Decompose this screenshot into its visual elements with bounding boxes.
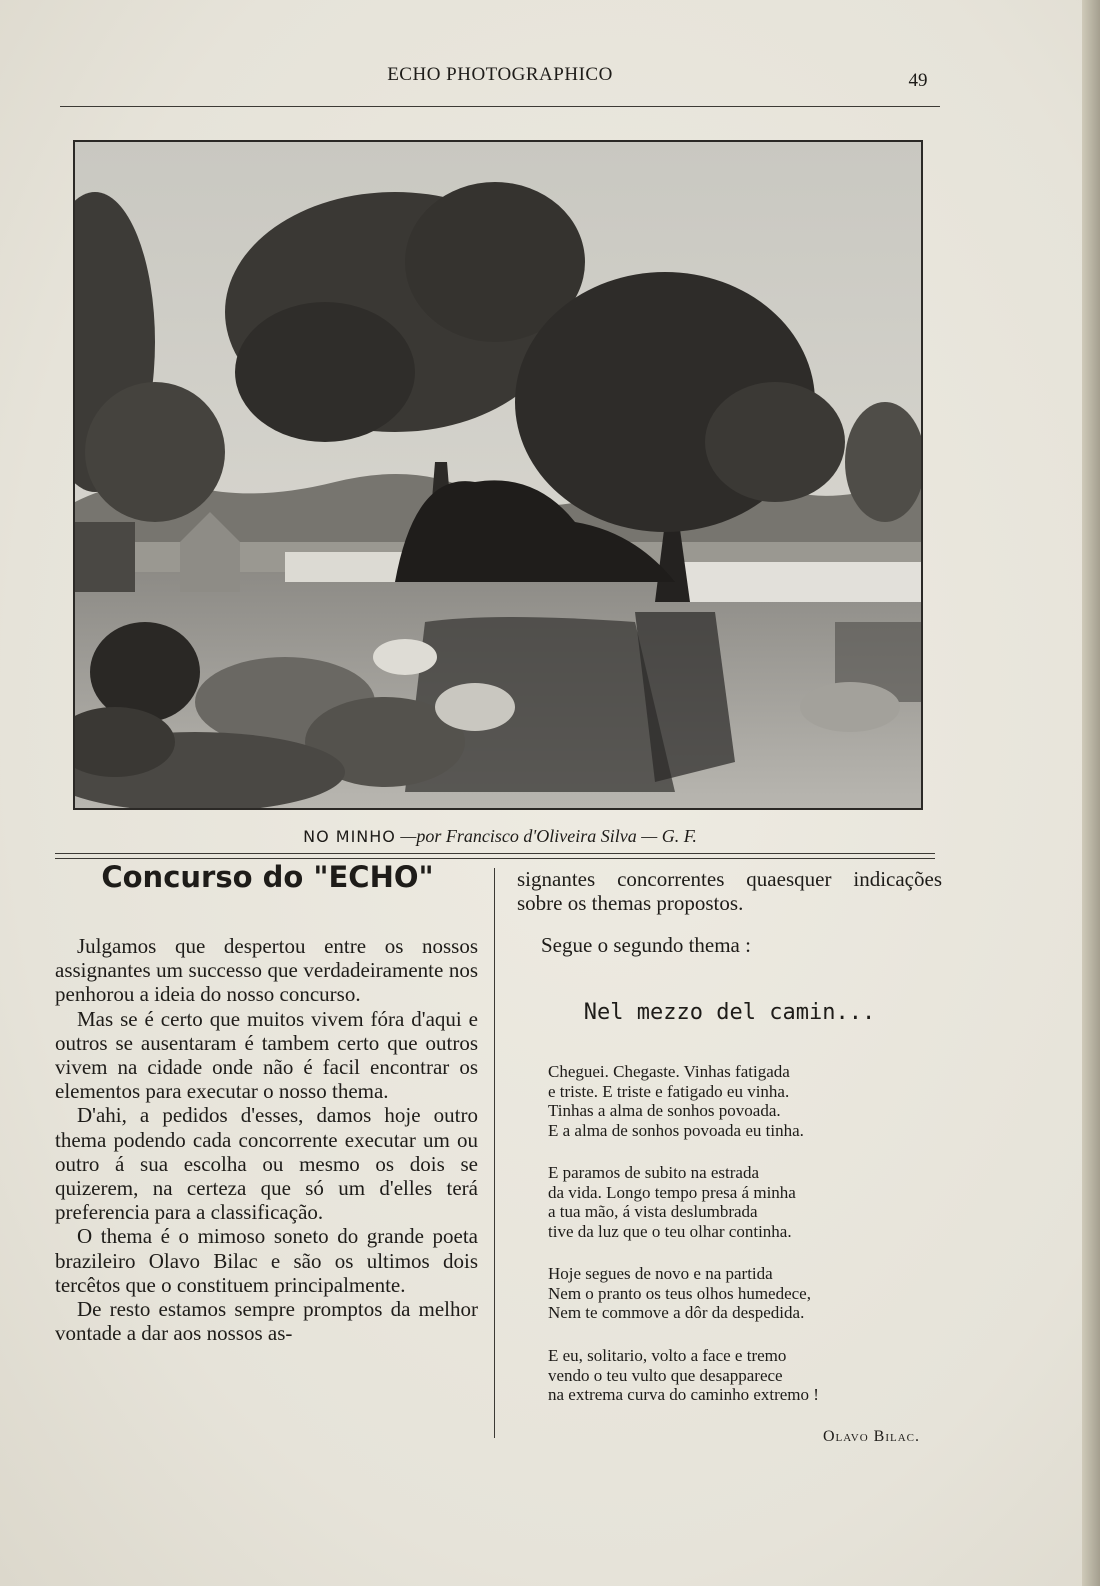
poem-stanza-1 xyxy=(548,1062,938,1140)
poem-stanza-3 xyxy=(548,1264,938,1323)
poem-line: E eu, solitario, volto a face e tremo xyxy=(548,1346,787,1365)
column-divider xyxy=(494,868,495,1438)
page-binding-edge xyxy=(1082,0,1100,1586)
caption-place: NO MINHO xyxy=(303,827,396,846)
segue-line: Segue o segundo thema : xyxy=(541,933,751,957)
article-title: Concurso do "ECHO" xyxy=(101,860,434,894)
poem-line: Nem o pranto os teus olhos humedece, xyxy=(548,1283,811,1303)
landscape-photograph xyxy=(73,140,923,810)
caption-credit: —por Francisco d'Oliveira Silva — G. F. xyxy=(400,826,697,846)
page-number: 49 xyxy=(908,70,928,91)
article-continuation: signantes concorrentes quaesquer indicações sobre os themas propostos. xyxy=(517,867,942,915)
river-scene-illustration xyxy=(75,142,921,808)
poem-line: tive da luz que o teu olhar continha. xyxy=(548,1221,792,1241)
poem-line: e triste. E triste e fatigado eu vinha. xyxy=(548,1081,790,1101)
poem-line: E paramos de subito na estrada xyxy=(548,1163,760,1182)
poem-line: da vida. Longo tempo presa á minha xyxy=(548,1182,796,1202)
article-right-column xyxy=(517,867,942,957)
poem-line: Hoje segues de novo e na partida xyxy=(548,1264,773,1283)
caption-rule-bottom xyxy=(55,858,935,859)
poem-line: Nem te commove a dôr da despedida. xyxy=(548,1303,805,1322)
article-paragraph: D'ahi, a pedidos d'esses, damos hoje outro thema podendo cada concorrente executar um ou outro á sua escolha ou mesmo os dois se quizerem, na certeza que só um d'elles terá preferencia para a classificação. xyxy=(55,1103,478,1225)
article-paragraph: Julgamos que despertou entre os nossos assignantes um successo que verdadeiramente nos penhorou a ideia do nosso concurso. xyxy=(55,934,478,1007)
poem-stanza-4 xyxy=(548,1346,938,1405)
running-header-title: ECHO PHOTOGRAPHICO xyxy=(387,64,613,85)
poem-author: Olavo Bilac. xyxy=(822,1428,920,1445)
poem-line: a tua mão, á vista deslumbrada xyxy=(548,1202,758,1221)
article-paragraph: De resto estamos sempre promptos da melhor vontade a dar aos nossos as- xyxy=(55,1297,478,1346)
caption-rule-top xyxy=(55,853,935,854)
poem-line: na extrema curva do caminho extremo ! xyxy=(548,1385,819,1404)
poem-line: Tinhas a alma de sonhos povoada. xyxy=(548,1101,781,1120)
article-left-column xyxy=(55,934,478,1345)
header-rule xyxy=(60,106,940,107)
article-paragraph: Mas se é certo que muitos vivem fóra d'aqui e outros se ausentaram é tambem certo que outros vivem na cidade onde não é facil encontrar os elementos para executar o nosso thema. xyxy=(55,1006,478,1104)
photo-caption xyxy=(0,826,1000,847)
poem-stanza-2 xyxy=(548,1163,938,1241)
poem-line: Cheguei. Chegaste. Vinhas fatigada xyxy=(548,1062,790,1081)
poem-line: E a alma de sonhos povoada eu tinha. xyxy=(548,1120,804,1140)
article-paragraph: O thema é o mimoso soneto do grande poeta brazileiro Olavo Bilac e são os ultimos dois tercêtos que o constituem principalmente. xyxy=(55,1224,478,1297)
poem-line: vendo o teu vulto que desapparece xyxy=(548,1365,783,1385)
poem-title: Nel mezzo del camin... xyxy=(583,1000,876,1025)
